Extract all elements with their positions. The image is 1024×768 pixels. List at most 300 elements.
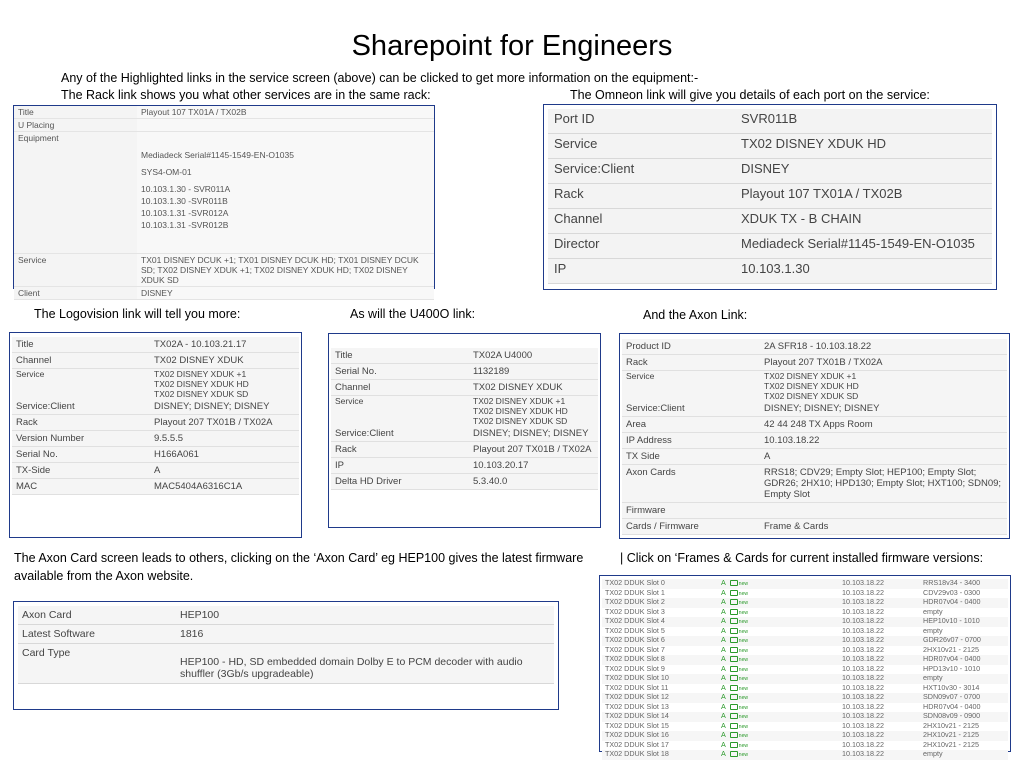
value-link[interactable]: DISNEY [137,287,434,300]
slot-side-cell [718,636,839,646]
row-value: TX02A - 10.103.21.17 [150,337,299,353]
slot-side: A [721,739,726,749]
row-label: Delta HD Driver [331,474,469,490]
row-label [14,144,137,161]
new-status-icon [730,732,738,738]
slot-ip: 10.103.18.22 [839,731,920,741]
slot-status: new [738,647,748,654]
slot-ip: 10.103.18.22 [842,739,884,749]
slot-name: TX02 DDUK Slot 8 [602,655,718,665]
slot-side-cell [718,750,839,760]
slot-firmware: SDN08v09 - 0900 [920,712,1008,722]
new-status-icon [730,723,738,729]
slot-side-cell [718,665,839,675]
slot-side: A [721,635,726,644]
row-label: Port ID [548,109,735,134]
row-label: Equipment [14,132,137,145]
row-label: Serial No. [12,447,150,463]
slot-ip: 10.103.18.22 [839,693,920,703]
row-label: Channel [12,353,150,369]
new-status-icon [730,656,738,662]
row-label: Service [14,254,137,287]
row-label: Firmware [622,503,760,519]
row-value: DISNEY; DISNEY; DISNEY [150,399,299,415]
table-row [12,399,299,415]
row-value [137,119,434,132]
row-label: Service:Client [12,399,150,415]
table-row [548,234,992,259]
row-value: A [760,449,1007,465]
slot-ip: 10.103.18.22 [839,712,920,722]
new-status-icon [730,685,738,691]
row-value: 10.103.20.17 [469,458,598,474]
rack-panel [13,105,435,298]
slot-firmware: RRS18v34 - 3400 [920,579,1008,589]
row-label: Rack [12,415,150,431]
table-row [14,106,434,119]
slot-side: A [721,720,726,730]
slot-side: A [721,692,726,701]
row-value: 10.103.1.30 -SVR011B [137,195,434,207]
slot-status: new [738,733,748,739]
omneon-panel [543,104,997,290]
slot-name: TX02 DDUK Slot 11 [605,682,669,692]
row-label: Director [548,234,735,259]
row-label [622,391,760,401]
row-value: DISNEY [735,159,992,184]
row-value: 2A SFR18 - 10.103.18.22 [760,339,1007,355]
value-link[interactable]: Playout 107 TX01A / TX02B [735,184,992,209]
table-row [18,606,554,625]
slot-status: new [738,628,748,635]
slot-firmware: empty [923,606,943,616]
slot-side: A [721,597,726,606]
slot-status: new [738,752,748,758]
slot-ip: 10.103.18.22 [839,750,920,760]
slot-status: new [738,714,748,720]
value-link[interactable]: TX02 DISNEY XDUK +1 [469,396,598,407]
row-label: Channel [331,380,469,396]
table-row [12,415,299,431]
row-value: 9.5.5.5 [150,431,299,447]
table-row [548,159,992,184]
slot-side-cell [718,589,839,599]
slot-ip: 10.103.18.22 [842,625,884,635]
intro-caption-2: The Rack link shows you what other services are in the same rack: [61,88,431,102]
table-row [331,364,598,380]
slot-side: A [721,673,726,682]
slot-side-cell [718,646,839,656]
slot-ip: 10.103.18.22 [839,674,920,684]
slot-ip: 10.103.18.22 [842,644,884,654]
slot-status: new [738,723,748,730]
row-label: TX Side [622,449,760,465]
slot-side-cell [718,627,839,637]
slot-ip: 10.103.18.22 [842,587,884,597]
slot-status: new [738,695,748,701]
table-row [622,355,1007,371]
row-value: Mediadeck Serial#1145-1549-EN-O1035 [735,234,992,259]
logovision-table [12,337,299,495]
slot-name: TX02 DDUK Slot 9 [605,663,665,673]
slot-name: TX02 DDUK Slot 15 [605,720,669,730]
value-link[interactable]: RRS18; CDV29; Empty Slot; HEP100; Empty Slot; GDR26; 2HX10; HPD130; Empty Slot; HXT100; SDN09; Empty Slot [760,465,1007,503]
row-label: Product ID [622,339,760,355]
u4000-caption: As will the U400O link: [350,307,476,321]
table-row [14,119,434,132]
slot-firmware: HXT10v30 - 3014 [923,682,980,692]
table-row [622,381,1007,391]
new-status-icon [730,647,738,653]
row-label: Serial No. [331,364,469,380]
row-label [622,381,760,391]
new-status-icon [730,580,738,586]
row-value: HEP100 [176,606,554,625]
slot-ip: 10.103.18.22 [842,701,884,711]
slot-name: TX02 DDUK Slot 2 [602,598,718,608]
table-row [622,465,1007,503]
slot-name: TX02 DDUK Slot 7 [605,644,665,654]
slot-firmware: HEP10v10 - 1010 [920,617,1008,627]
slot-side-cell [718,598,839,608]
table-row [548,109,992,134]
table-row [331,474,598,490]
new-status-icon [730,675,738,681]
axon-card-panel [13,601,559,710]
table-row [12,353,299,369]
slot-side: A [721,587,726,597]
new-status-icon [730,742,738,748]
slot-firmware: HDR07v04 - 0400 [920,655,1008,665]
new-status-icon [730,666,738,672]
row-value [760,503,1007,519]
table-row [331,348,598,364]
row-value [137,132,434,145]
slot-side: A [721,616,726,625]
row-label: Service:Client [622,401,760,417]
value-link[interactable]: TX02 DISNEY XDUK SD [150,389,299,399]
row-value: DISNEY; DISNEY; DISNEY [760,401,1007,417]
row-value: 10.103.1.30 [735,259,992,284]
row-label: IP Address [622,433,760,449]
row-label [12,379,150,389]
table-row [331,396,598,407]
slot-side: A [721,644,726,654]
table-row [14,195,434,207]
table-row [622,391,1007,401]
slot-name: TX02 DDUK Slot 4 [602,617,718,627]
table-row [12,463,299,479]
new-status-icon [730,628,738,634]
row-value: 10.103.1.30 - SVR011A [137,178,434,195]
new-status-icon [730,590,738,596]
axon-table [622,339,1007,535]
table-row [18,644,554,684]
slot-side-cell [718,703,839,713]
slot-side: A [721,682,726,692]
slot-ip: 10.103.18.22 [842,720,884,730]
table-row [622,519,1007,535]
slot-name: TX02 DDUK Slot 12 [602,693,718,703]
slot-name: TX02 DDUK Slot 13 [605,701,669,711]
new-status-icon [730,713,738,719]
u4000-panel [328,333,601,528]
table-row [12,379,299,389]
slot-status: new [738,581,748,587]
table-row [548,259,992,284]
row-value: HEP100 - HD, SD embedded domain Dolby E to PCM decoder with audio shuffler (3Gb/s upgradeable) [176,644,554,684]
slot-firmware: 2HX10v21 - 2125 [923,644,979,654]
table-row [331,416,598,426]
row-value: SVR011B [735,109,992,134]
table-row [18,625,554,644]
table-row [622,503,1007,519]
slot-side-cell [718,684,839,694]
table-row [12,389,299,399]
row-label: Service [622,371,760,382]
slot-name: TX02 DDUK Slot 1 [605,587,665,597]
slot-ip: 10.103.18.22 [842,682,884,692]
row-label [14,219,137,231]
value-link[interactable]: Frame & Cards [760,519,1007,535]
axon-card-caption-2: available from the Axon website. [14,569,194,583]
row-value: TX02A U4000 [469,348,598,364]
row-label: Service:Client [331,426,469,442]
row-label: Rack [548,184,735,209]
row-label: Card Type [18,644,176,684]
slot-side-cell [718,731,839,741]
spacer-cell [137,231,434,254]
axon-caption: And the Axon Link: [643,308,748,322]
rack-table [14,106,434,300]
value-link[interactable]: TX02 DISNEY XDUK +1 [760,371,1007,382]
slot-ip: 10.103.18.22 [839,598,920,608]
intro-caption-1: Any of the Highlighted links in the service screen (above) can be clicked to get more information on the equipment:- [61,71,699,85]
table-row [14,207,434,219]
row-label: Rack [622,355,760,371]
row-value: SYS4-OM-01 [137,161,434,178]
table-row [548,134,992,159]
row-value: 5.3.40.0 [469,474,598,490]
table-row [622,339,1007,355]
slot-ip: 10.103.18.22 [842,606,884,616]
row-value: 10.103.18.22 [760,433,1007,449]
slot-ip: 10.103.18.22 [839,636,920,646]
slots-table [602,579,1008,760]
row-value: Playout 107 TX01A / TX02B [137,106,434,119]
row-label: Axon Cards [622,465,760,503]
row-label: IP [548,259,735,284]
slot-firmware: 2HX10v21 - 2125 [923,720,979,730]
slot-status: new [738,638,748,644]
table-row [12,337,299,353]
row-label: Title [331,348,469,364]
slot-firmware: HDR07v04 - 0400 [920,598,1008,608]
omneon-table [548,109,992,284]
row-value: 1132189 [469,364,598,380]
slot-side: A [721,578,726,587]
row-label: Cards / Firmware [622,519,760,535]
slot-name: TX02 DDUK Slot 18 [602,750,718,760]
axon-card-caption-1: The Axon Card screen leads to others, clicking on the ‘Axon Card’ eg HEP100 gives the latest firmware [14,551,584,565]
slot-ip: 10.103.18.22 [842,663,884,673]
new-status-icon [730,609,738,615]
new-status-icon [730,618,738,624]
slot-status: new [738,590,748,597]
value-link[interactable]: TX02 DISNEY XDUK HD [735,134,992,159]
value-link[interactable]: 42 44 248 TX Apps Room [760,417,1007,433]
table-row [622,417,1007,433]
slot-firmware: 2HX10v21 - 2125 [920,731,1008,741]
slot-firmware: empty [920,750,1008,760]
slot-status: new [738,676,748,682]
slot-firmware: empty [920,674,1008,684]
slot-side-cell [718,741,839,751]
row-label: Latest Software [18,625,176,644]
table-row [331,380,598,396]
row-label: TX-Side [12,463,150,479]
row-label: IP [331,458,469,474]
slot-name: TX02 DDUK Slot 16 [602,731,718,741]
new-status-icon [730,704,738,710]
slot-ip: 10.103.18.22 [839,579,920,589]
row-value: 10.103.1.31 -SVR012B [137,219,434,231]
spacer-cell [14,231,137,254]
row-value: A [150,463,299,479]
row-label: Axon Card [18,606,176,625]
spacer-row [14,231,434,254]
u4000-table [331,348,598,490]
row-label: Area [622,417,760,433]
slot-side-cell [718,674,839,684]
slot-side: A [721,701,726,711]
table-row [548,209,992,234]
axon-card-table [18,606,554,684]
row-value: DISNEY; DISNEY; DISNEY [469,426,598,442]
slot-side-cell [718,617,839,627]
slot-status: new [738,704,748,711]
value-link[interactable]: TX02 DISNEY XDUK +1 [150,369,299,380]
value-link[interactable]: Playout 207 TX01B / TX02A [469,442,598,458]
table-row [12,369,299,380]
table-row [14,219,434,231]
row-label: Rack [331,442,469,458]
slot-name: TX02 DDUK Slot 3 [605,606,665,616]
slot-side-cell [718,608,839,618]
slot-side-cell [718,693,839,703]
slot-name: TX02 DDUK Slot 10 [602,674,718,684]
row-label: Service [331,396,469,407]
table-row [622,401,1007,417]
table-row [622,449,1007,465]
new-status-icon [730,694,738,700]
slot-side: A [721,730,726,739]
slot-firmware: empty [923,625,943,635]
slots-panel [599,575,1011,758]
slot-status: new [738,600,748,606]
slot-firmware: CDV29v03 - 0300 [923,587,981,597]
row-label: Service [548,134,735,159]
row-label: Channel [548,209,735,234]
slot-side-cell [718,722,839,732]
slot-ip: 10.103.18.22 [839,617,920,627]
slot-side: A [721,606,726,616]
slot-firmware: HDR07v04 - 0400 [923,701,981,711]
table-row [14,144,434,161]
row-value: MAC5404A6316C1A [150,479,299,495]
slot-firmware: GDR26v07 - 0700 [920,636,1008,646]
slot-status: new [738,742,748,749]
slot-name: TX02 DDUK Slot 14 [602,712,718,722]
row-label [14,178,137,195]
table-row [548,184,992,209]
new-status-icon [730,751,738,757]
table-row [14,178,434,195]
table-row [12,447,299,463]
row-value: XDUK TX - B CHAIN [735,209,992,234]
slot-status: new [738,609,748,616]
row-label [331,416,469,426]
value-link[interactable]: TX02 DISNEY XDUK [150,353,299,369]
slot-status: new [738,619,748,625]
table-row [14,161,434,178]
slot-firmware: SDN09v07 - 0700 [920,693,1008,703]
slot-ip: 10.103.18.22 [839,655,920,665]
table-row [602,750,1008,760]
row-value: 10.103.1.31 -SVR012A [137,207,434,219]
row-label: Service [12,369,150,380]
table-row [622,371,1007,382]
slot-side-cell [718,655,839,665]
value-link[interactable]: TX02 DISNEY XDUK SD [469,416,598,426]
slot-side: A [721,654,726,663]
value-link[interactable]: Playout 207 TX01B / TX02A [150,415,299,431]
value-link[interactable]: TX01 DISNEY DCUK +1; TX01 DISNEY DCUK HD; TX01 DISNEY DCUK SD; TX02 DISNEY XDUK +1; TX02 DISNEY XDUK HD; TX02 DISNEY XDUK SD [137,254,434,287]
slot-side: A [721,663,726,673]
slot-name: TX02 DDUK Slot 17 [605,739,669,749]
value-link[interactable]: TX02 DISNEY XDUK SD [760,391,1007,401]
table-row [331,442,598,458]
row-label [331,406,469,416]
row-label: Version Number [12,431,150,447]
value-link[interactable]: TX02 DISNEY XDUK [469,380,598,396]
table-row [14,132,434,145]
omneon-caption: The Omneon link will give you details of each port on the service: [570,88,930,102]
new-status-icon [730,599,738,605]
row-label [14,161,137,178]
table-row [12,431,299,447]
axon-panel [619,333,1010,539]
value-link[interactable]: TX02 DISNEY XDUK HD [469,406,598,416]
value-link[interactable]: Playout 207 TX01B / TX02A [760,355,1007,371]
row-label: Title [14,106,137,119]
slot-name: TX02 DDUK Slot 5 [605,625,665,635]
slot-status: new [738,666,748,673]
row-label: MAC [12,479,150,495]
slot-status: new [738,657,748,663]
row-label: Service:Client [548,159,735,184]
page-title: Sharepoint for Engineers [351,30,673,62]
value-link[interactable]: TX02 DISNEY XDUK HD [760,381,1007,391]
slot-status: new [738,685,748,692]
value-link[interactable]: TX02 DISNEY XDUK HD [150,379,299,389]
table-row [331,426,598,442]
row-label: Title [12,337,150,353]
slot-firmware: HPD13v10 - 1010 [923,663,981,673]
row-value: Mediadeck Serial#1145-1549-EN-O1035 [137,144,434,161]
logovision-panel [9,332,302,538]
slot-side-cell [718,712,839,722]
